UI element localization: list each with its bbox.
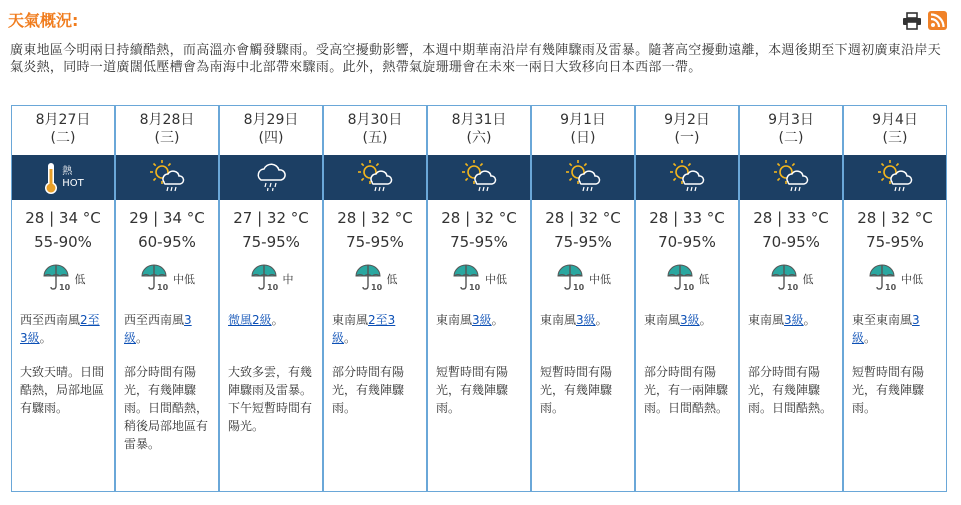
rain-probability-label: 低 xyxy=(802,273,814,286)
weekday-label: (二) xyxy=(778,130,804,146)
forecast-day xyxy=(11,105,115,492)
wind-info: 西至西南風2至3級。 xyxy=(20,313,100,345)
umbrella-icon xyxy=(867,262,897,296)
temperature-range: 27 | 32 °C xyxy=(233,209,309,227)
umbrella-icon xyxy=(353,262,383,296)
date-label: 8月30日 xyxy=(347,112,403,128)
rain-probability-label: 低 xyxy=(74,273,86,286)
umbrella-icon xyxy=(41,262,71,296)
wind-force-link[interactable]: 3級 xyxy=(124,313,192,345)
weekday-label: (四) xyxy=(258,130,284,146)
umbrella-icon xyxy=(769,262,799,296)
wind-direction: 西至西南風 xyxy=(20,313,81,327)
wind-direction: 西至西南風 xyxy=(124,313,185,327)
sun-cloud-rain-icon xyxy=(875,158,915,198)
wind-info: 東南風3級。 xyxy=(748,313,816,327)
rain-probability xyxy=(844,261,946,297)
umbrella-icon xyxy=(555,262,585,296)
forecast-description: 大致天晴。日間酷熱，局部地區有驟雨。 xyxy=(20,365,105,415)
temperature-range: 28 | 33 °C xyxy=(753,209,829,227)
forecast-day xyxy=(635,105,739,492)
svg-text:10: 10 xyxy=(682,283,694,292)
rain-probability xyxy=(220,261,322,297)
forecast-date xyxy=(844,106,946,155)
weather-icon-bar xyxy=(844,155,946,200)
forecast-description: 部分時間有陽光，有一兩陣驟雨。日間酷熱。 xyxy=(644,365,729,415)
date-label: 8月27日 xyxy=(35,112,91,128)
umbrella-icon xyxy=(665,262,695,296)
svg-text:10: 10 xyxy=(157,283,169,292)
humidity-range: 75-95% xyxy=(554,233,612,251)
weather-icon-bar xyxy=(12,155,114,200)
umbrella-icon xyxy=(451,262,481,296)
wind-force-link[interactable]: 3級 xyxy=(472,313,492,327)
forecast-description: 部分時間有陽光，有幾陣驟雨。 xyxy=(332,365,405,415)
svg-text:10: 10 xyxy=(885,283,897,292)
rain-probability xyxy=(636,261,738,297)
temperature-range: 28 | 32 °C xyxy=(441,209,517,227)
weekday-label: (二) xyxy=(50,130,76,146)
forecast-date xyxy=(532,106,634,155)
wind-info: 東南風2至3級。 xyxy=(332,313,396,345)
sun-cloud-rain-icon xyxy=(563,158,603,198)
rain-probability-label: 低 xyxy=(386,273,398,286)
humidity-range: 55-90% xyxy=(34,233,92,251)
humidity-range: 75-95% xyxy=(242,233,300,251)
page-title: 天氣概況: xyxy=(8,11,79,30)
forecast-description: 短暫時間有陽光，有幾陣驟雨。 xyxy=(540,365,613,415)
forecast-date xyxy=(636,106,738,155)
temperature-range: 28 | 32 °C xyxy=(545,209,621,227)
cloud-rain-icon xyxy=(251,158,291,198)
weather-icon-bar xyxy=(324,155,426,200)
forecast-date xyxy=(740,106,842,155)
weather-icon-bar xyxy=(116,155,218,200)
wind-force-link[interactable]: 2至3級 xyxy=(20,313,100,345)
wind-info: 東至東南風3級。 xyxy=(852,313,920,345)
wind-info: 西至西南風3級。 xyxy=(124,313,192,345)
forecast-description: 部分時間有陽光，有幾陣驟雨。日間酷熱。 xyxy=(748,365,833,415)
temperature-range: 28 | 34 °C xyxy=(25,209,101,227)
weather-icon-bar xyxy=(636,155,738,200)
rss-icon[interactable] xyxy=(928,11,947,30)
weather-icon-bar xyxy=(428,155,530,200)
weather-summary: 廣東地區今明兩日持續酷熱，而高溫亦會觸發驟雨。受高空擾動影響，本週中期華南沿岸有幾陣驟雨及雷暴。隨著高空擾動遠離，本週後期至下週初廣東沿岸天氣炎熱，同時一道廣闊低壓槽會為南海中北部帶來驟雨。此外，熱帶氣旋珊珊會在未來一兩日大致移向日本西部一帶。 xyxy=(10,43,942,75)
forecast-date xyxy=(116,106,218,155)
humidity-range: 70-95% xyxy=(762,233,820,251)
forecast-date xyxy=(220,106,322,155)
rain-probability xyxy=(428,261,530,297)
humidity-range: 60-95% xyxy=(138,233,196,251)
wind-info: 東南風3級。 xyxy=(540,313,608,327)
forecast-description: 部分時間有陽光，有幾陣驟雨。日間酷熱，稍後局部地區有雷暴。 xyxy=(124,365,209,451)
forecast-days xyxy=(11,105,947,492)
wind-direction: 東南風 xyxy=(332,313,369,327)
wind-force-link[interactable]: 3級 xyxy=(852,313,920,345)
temperature-range: 28 | 33 °C xyxy=(649,209,725,227)
forecast-day xyxy=(739,105,843,492)
wind-info: 東南風3級。 xyxy=(436,313,504,327)
rain-probability-label: 中低 xyxy=(173,273,195,286)
svg-text:10: 10 xyxy=(266,283,278,292)
rain-probability xyxy=(740,261,842,297)
rain-probability-label: 中低 xyxy=(901,273,923,286)
weekday-label: (三) xyxy=(882,130,908,146)
humidity-range: 70-95% xyxy=(658,233,716,251)
temperature-range: 28 | 32 °C xyxy=(337,209,413,227)
sun-cloud-rain-icon xyxy=(355,158,395,198)
svg-text:10: 10 xyxy=(469,283,481,292)
rain-probability xyxy=(116,261,218,297)
wind-force-link[interactable]: 2至3級 xyxy=(332,313,396,345)
wind-force-link[interactable]: 3級 xyxy=(784,313,804,327)
humidity-range: 75-95% xyxy=(450,233,508,251)
forecast-description: 短暫時間有陽光，有幾陣驟雨。 xyxy=(852,365,925,415)
svg-text:10: 10 xyxy=(786,283,798,292)
sun-cloud-rain-icon xyxy=(459,158,499,198)
temperature-range: 28 | 32 °C xyxy=(857,209,933,227)
forecast-day xyxy=(323,105,427,492)
svg-text:10: 10 xyxy=(58,283,70,292)
weather-icon-bar xyxy=(532,155,634,200)
wind-info: 微風2級。 xyxy=(228,313,284,327)
weekday-label: (六) xyxy=(466,130,492,146)
wind-force-link[interactable]: 微風2級 xyxy=(228,313,272,327)
hot-label: 熱 xyxy=(62,165,73,177)
rain-probability-label: 中低 xyxy=(485,273,507,286)
rain-probability xyxy=(324,261,426,297)
forecast-day xyxy=(115,105,219,492)
forecast-day xyxy=(427,105,531,492)
date-label: 8月28日 xyxy=(139,112,195,128)
humidity-range: 75-95% xyxy=(346,233,404,251)
rain-probability xyxy=(12,261,114,297)
wind-info: 東南風3級。 xyxy=(644,313,712,327)
forecast-date xyxy=(324,106,426,155)
sun-cloud-rain-icon xyxy=(147,158,187,198)
date-label: 9月3日 xyxy=(768,112,814,128)
humidity-range: 75-95% xyxy=(866,233,924,251)
rain-probability-label: 低 xyxy=(698,273,710,286)
weekday-label: (一) xyxy=(674,130,700,146)
date-label: 8月29日 xyxy=(243,112,299,128)
weekday-label: (三) xyxy=(154,130,180,146)
forecast-day xyxy=(531,105,635,492)
weather-icon-bar xyxy=(740,155,842,200)
umbrella-icon xyxy=(139,262,169,296)
weekday-label: (五) xyxy=(362,130,388,146)
wind-direction: 東至東南風 xyxy=(852,313,913,327)
forecast-day xyxy=(843,105,947,492)
svg-text:10: 10 xyxy=(370,283,382,292)
date-label: 9月4日 xyxy=(872,112,918,128)
wind-direction: 東南風 xyxy=(540,313,577,327)
temperature-range: 29 | 34 °C xyxy=(129,209,205,227)
date-label: 9月2日 xyxy=(664,112,710,128)
forecast-date xyxy=(428,106,530,155)
weekday-label: (日) xyxy=(570,130,596,146)
weather-icon-bar xyxy=(220,155,322,200)
date-label: 8月31日 xyxy=(451,112,507,128)
hot-en-label: HOT xyxy=(62,177,84,189)
sun-cloud-rain-icon xyxy=(771,158,811,198)
wind-force-link[interactable]: 3級 xyxy=(576,313,596,327)
wind-force-link[interactable]: 3級 xyxy=(680,313,700,327)
date-label: 9月1日 xyxy=(560,112,606,128)
forecast-description: 大致多雲，有幾陣驟雨及雷暴。下午短暫時間有陽光。 xyxy=(228,365,313,433)
forecast-date xyxy=(12,106,114,155)
sun-cloud-rain-icon xyxy=(667,158,707,198)
rain-probability-label: 中低 xyxy=(589,273,611,286)
print-icon[interactable] xyxy=(902,12,922,30)
wind-direction: 東南風 xyxy=(748,313,785,327)
wind-direction: 東南風 xyxy=(644,313,681,327)
rain-probability xyxy=(532,261,634,297)
forecast-description: 短暫時間有陽光，有幾陣驟雨。 xyxy=(436,365,509,415)
hot-icon xyxy=(42,160,84,196)
rain-probability-label: 中 xyxy=(282,273,294,286)
wind-direction: 東南風 xyxy=(436,313,473,327)
forecast-day xyxy=(219,105,323,492)
toolbar xyxy=(902,11,947,30)
umbrella-icon xyxy=(249,262,279,296)
svg-text:10: 10 xyxy=(573,283,585,292)
